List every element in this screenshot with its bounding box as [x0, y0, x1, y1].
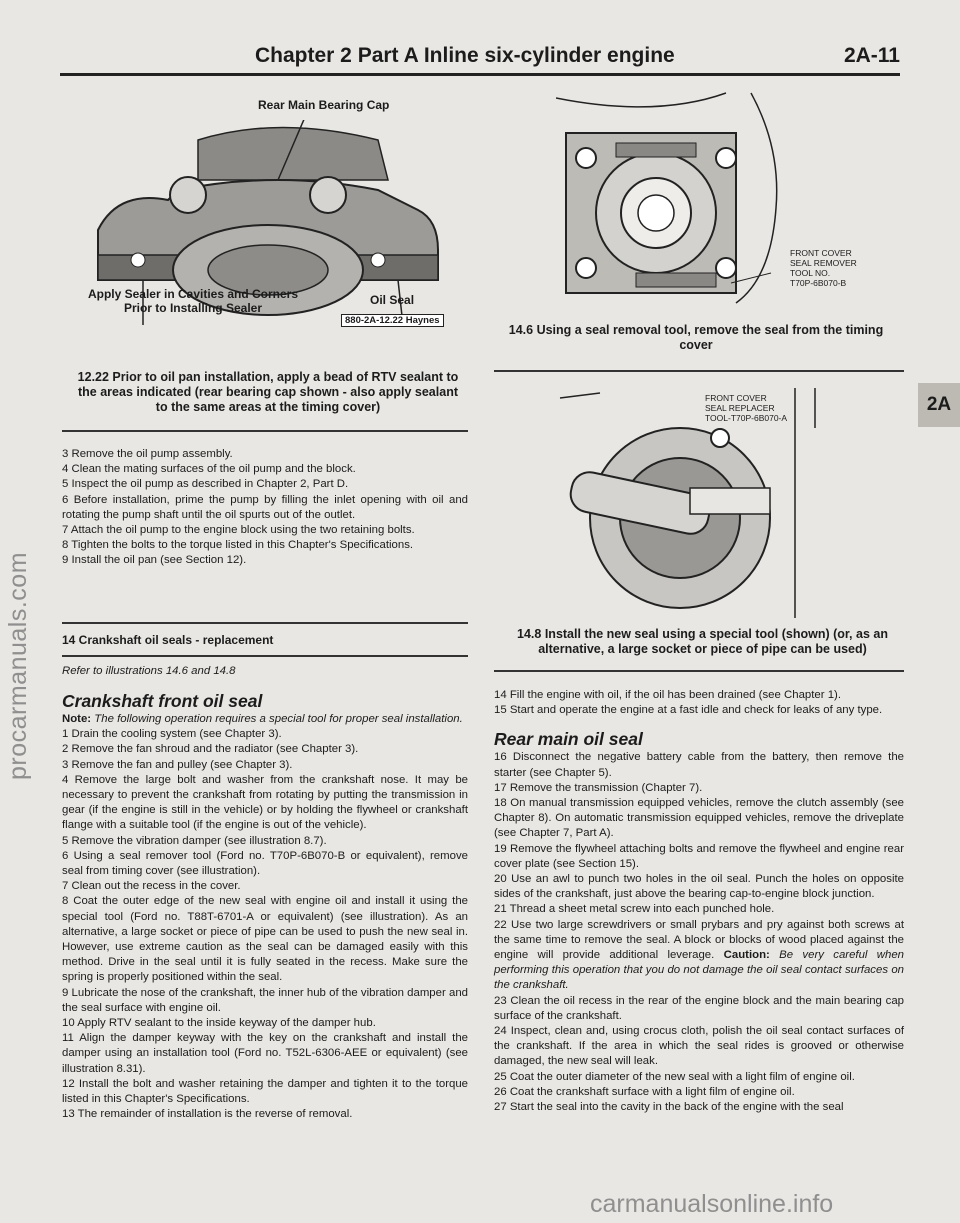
step-item: 27 Start the seal into the cavity in the back of the engine with the seal: [494, 1101, 844, 1114]
caption-14-8: 14.8 Install the new seal using a special tool (shown) (or, as an alternative, a large socket or piece of pipe can be used): [517, 627, 888, 656]
step-item: 21 Thread a sheet metal screw into each punched hole.: [494, 903, 775, 916]
step-item: 2 Remove the fan shroud and the radiator (see Chapter 3).: [62, 743, 359, 756]
front-seal-heading: Crankshaft front oil seal: [62, 691, 263, 711]
section-tab: 2A: [918, 383, 960, 427]
figure-14-6: [556, 88, 901, 314]
step-item: 11 Align the damper keyway with the key on the crankshaft and install the damper using an installation tool (Ford no. T52L-6306-AEE or equivalent) (see illustration 8.31).: [62, 1032, 468, 1075]
step-item: 20 Use an awl to punch two holes in the oil seal. Punch the holes on opposite sides of the crankshaft, just above the bearing cap-to-engine block junction.: [494, 873, 904, 901]
page-number: 2A-11: [843, 44, 900, 67]
section-14-heading: 14 Crankshaft oil seals - replacement: [62, 633, 274, 647]
divider: [494, 670, 904, 672]
step-item: 26 Coat the crankshaft surface with a light film of engine oil.: [494, 1085, 795, 1098]
step-item: 13 The remainder of installation is the reverse of removal.: [62, 1108, 353, 1121]
step-item: 8 Coat the outer edge of the new seal with engine oil and install it using the special tool (Ford no. T88T-6701-A or equivalent) (see illustration). As an alternative, a large socket or piece of pipe can be used to push the new seal in. However, use extreme caution as the seal can be damaged easily with this method. Drive in the seal until it is fully seated in the recess. Make sure the spring is properly positioned within the seal.: [62, 895, 468, 984]
step-item: 1 Drain the cooling system (see Chapter 3).: [62, 728, 282, 741]
label-apply-sealer: Apply Sealer in Cavities and Corners Prior to Installing Sealer: [87, 287, 299, 315]
right-column-text: [494, 688, 904, 1115]
step-item: 16 Disconnect the negative battery cable from the battery, then remove the starter (see Chapter 5).: [494, 751, 904, 779]
step-item: 9 Lubricate the nose of the crankshaft, the inner hub of the vibration damper and the seal surface with engine oil.: [62, 986, 468, 1014]
note-label: Note:: [62, 713, 92, 725]
divider: [494, 370, 904, 372]
caution-text: Be very careful when performing this operation that you do not damage the oil seal contact surfaces on the crankshaft.: [494, 949, 904, 992]
left-steps-oil-pump: [62, 447, 468, 569]
note: [62, 712, 468, 727]
step-item: 9 Install the oil pan (see Section 12).: [62, 554, 247, 567]
step-item: 19 Remove the flywheel attaching bolts and remove the flywheel and engine rear cover plate (see Section 15).: [494, 842, 904, 870]
step-item: 17 Remove the transmission (Chapter 7).: [494, 781, 703, 794]
step-item: 5 Remove the vibration damper (see illustration 8.7).: [62, 834, 327, 847]
watermark-bottom: carmanualsonline.info: [590, 1190, 834, 1218]
step-item: 5 Inspect the oil pump as described in Chapter 2, Part D.: [62, 478, 349, 491]
step-item: 10 Apply RTV sealant to the inside keyway of the damper hub.: [62, 1017, 376, 1030]
caption-14-6: 14.6 Using a seal removal tool, remove the seal from the timing cover: [508, 323, 884, 352]
step-item: 23 Clean the oil recess in the rear of the engine block and the main bearing cap surface of the crankshaft.: [494, 994, 904, 1022]
figure-12-22: [78, 82, 458, 357]
front-seal-section: [62, 690, 468, 1122]
step-item: 24 Inspect, clean and, using crocus cloth, polish the oil seal contact surfaces of the crankshaft. If the area in which the seal rides is grooved or otherwise damaged, the new seal will leak.: [494, 1025, 904, 1068]
refer-illustrations: Refer to illustrations 14.6 and 14.8: [62, 665, 236, 677]
note-text: The following operation requires a special tool for proper seal installation.: [94, 713, 463, 725]
label-oil-seal: Oil Seal: [370, 293, 415, 307]
step-item: 7 Clean out the recess in the cover.: [62, 880, 241, 893]
step-item: 3 Remove the oil pump assembly.: [62, 448, 233, 460]
figure-14-8: [540, 388, 840, 623]
step-item-22: 22 Use two large screwdrivers or small prybars and pry against both screws at the same time to remove the seal. A block or blocks of wood placed against the engine will provide additional leverage. Caution: Be very careful when performing this operation that you do not damage the oil seal contact surfaces on the crankshaft.: [494, 918, 904, 992]
step-item: 3 Remove the fan and pulley (see Chapter 3).: [62, 758, 293, 771]
divider: [62, 622, 468, 624]
step-item: 18 On manual transmission equipped vehicles, remove the clutch assembly (see Chapter 8). On automatic transmission equipped vehicles, remove the driveplate (see Chapter 7, Part A).: [494, 797, 904, 840]
step-item: 8 Tighten the bolts to the torque listed in this Chapter's Specifications.: [62, 539, 414, 552]
step-item: 6 Using a seal remover tool (Ford no. T70P-6B070-B or equivalent), remove seal from timing cover (see illustration).: [62, 849, 468, 878]
chapter-title: Chapter 2 Part A Inline six-cylinder engine: [255, 44, 675, 67]
step-item: 4 Remove the large bolt and washer from the crankshaft nose. It may be necessary to prevent the crankshaft from rotating by putting the transmission in gear (if the engine is still in the vehicle) or by holding the flywheel or crankshaft flange with a suitable tool (if the engine is out of the vehicle).: [62, 773, 468, 832]
step-item: 12 Install the bolt and washer retaining the damper and tighten it to the torque listed in this Chapter's Specifications.: [62, 1077, 468, 1106]
divider: [62, 430, 468, 432]
caution-label: Caution:: [723, 949, 770, 962]
step-item: 14 Fill the engine with oil, if the oil has been drained (see Chapter 1).: [494, 689, 841, 701]
label-rear-main-bearing-cap: Rear Main Bearing Cap: [258, 98, 390, 112]
watermark-left: procarmanuals.com: [4, 551, 32, 780]
tool-label-14-8: FRONT COVER SEAL REPLACER TOOL-T70P-6B070-A: [705, 393, 788, 423]
step-item: 6 Before installation, prime the pump by filling the inlet opening with oil and rotating the pump shaft until the oil spurts out of the outlet.: [62, 493, 468, 521]
step-item: 15 Start and operate the engine at a fast idle and check for leaks of any type.: [494, 704, 883, 717]
step-item: 4 Clean the mating surfaces of the oil pump and the block.: [62, 463, 356, 476]
divider: [62, 655, 468, 657]
step-item: 25 Coat the outer diameter of the new seal with a light film of engine oil.: [494, 1070, 855, 1083]
caption-12-22: 12.22 Prior to oil pan installation, apply a bead of RTV sealant to the areas indicated (rear bearing cap shown - also apply sealant to the same areas at the timing cover): [77, 370, 459, 414]
header-rule: [60, 73, 900, 76]
step-item: 7 Attach the oil pump to the engine block using the two retaining bolts.: [62, 524, 415, 537]
seal-replacer-illustration: [540, 388, 840, 623]
rear-seal-heading: Rear main oil seal: [494, 729, 643, 750]
tool-label-14-6: FRONT COVER SEAL REMOVER TOOL NO. T70P-6B070-B: [790, 248, 857, 288]
figure-code: 880-2A-12.22 Haynes: [341, 314, 444, 327]
